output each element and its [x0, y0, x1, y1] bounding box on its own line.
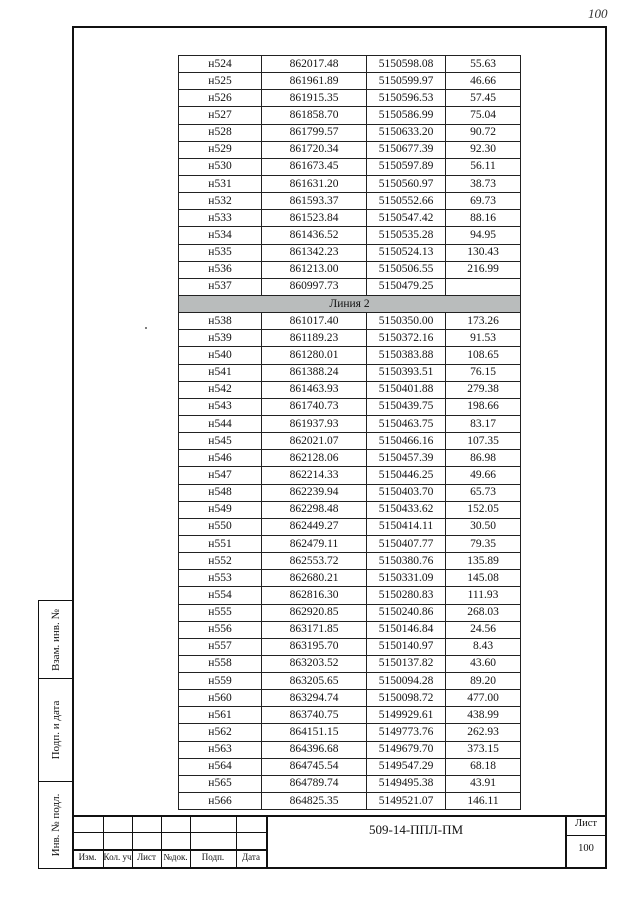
- y-coordinate-cell: 5150535.28: [367, 227, 446, 244]
- distance-cell: 111.93: [446, 587, 521, 604]
- x-coordinate-cell: 861388.24: [262, 364, 367, 381]
- table-row: [179, 501, 521, 518]
- y-coordinate-cell: 5150098.72: [367, 690, 446, 707]
- y-coordinate-cell: 5149679.70: [367, 741, 446, 758]
- point-id-cell: н563: [179, 741, 262, 758]
- point-id-cell: н566: [179, 793, 262, 810]
- col-count-label: Кол. уч: [103, 852, 132, 862]
- x-coordinate-cell: 864396.68: [262, 741, 367, 758]
- distance-cell: 46.66: [446, 73, 521, 90]
- point-id-cell: н546: [179, 450, 262, 467]
- x-coordinate-cell: 861740.73: [262, 398, 367, 415]
- table-row: [179, 587, 521, 604]
- point-id-cell: н530: [179, 158, 262, 175]
- y-coordinate-cell: 5149929.61: [367, 707, 446, 724]
- x-coordinate-cell: 861720.34: [262, 141, 367, 158]
- distance-cell: 49.66: [446, 467, 521, 484]
- x-coordinate-cell: 863203.52: [262, 655, 367, 672]
- coordinates-table-body: [179, 56, 521, 810]
- table-row: [179, 175, 521, 192]
- table-row: [179, 364, 521, 381]
- table-row: [179, 741, 521, 758]
- x-coordinate-cell: 861463.93: [262, 381, 367, 398]
- point-id-cell: н552: [179, 553, 262, 570]
- document-code: 509-14-ППЛ-ПМ: [368, 822, 464, 837]
- distance-cell: 438.99: [446, 707, 521, 724]
- table-row: [179, 73, 521, 90]
- distance-cell: 89.20: [446, 673, 521, 690]
- y-coordinate-cell: 5150331.09: [367, 570, 446, 587]
- y-coordinate-cell: 5150457.39: [367, 450, 446, 467]
- table-row: [179, 793, 521, 810]
- distance-cell: 145.08: [446, 570, 521, 587]
- table-row: [179, 775, 521, 792]
- table-row: [179, 278, 521, 295]
- x-coordinate-cell: 864745.54: [262, 758, 367, 775]
- x-coordinate-cell: 861189.23: [262, 330, 367, 347]
- section-header-row: [179, 295, 521, 312]
- x-coordinate-cell: 862920.85: [262, 604, 367, 621]
- distance-cell: 43.60: [446, 655, 521, 672]
- distance-cell: 268.03: [446, 604, 521, 621]
- y-coordinate-cell: 5150137.82: [367, 655, 446, 672]
- x-coordinate-cell: 863195.70: [262, 638, 367, 655]
- y-coordinate-cell: 5149773.76: [367, 724, 446, 741]
- point-id-cell: н531: [179, 175, 262, 192]
- x-coordinate-cell: 863205.65: [262, 673, 367, 690]
- x-coordinate-cell: 861673.45: [262, 158, 367, 175]
- table-row: [179, 655, 521, 672]
- point-id-cell: н533: [179, 210, 262, 227]
- table-row: [179, 484, 521, 501]
- table-row: [179, 56, 521, 73]
- x-coordinate-cell: 863740.75: [262, 707, 367, 724]
- tb-line-top: [72, 815, 607, 817]
- x-coordinate-cell: 863294.74: [262, 690, 367, 707]
- point-id-cell: н528: [179, 124, 262, 141]
- y-coordinate-cell: 5150446.25: [367, 467, 446, 484]
- distance-cell: 92.30: [446, 141, 521, 158]
- x-coordinate-cell: 861631.20: [262, 175, 367, 192]
- x-coordinate-cell: 861280.01: [262, 347, 367, 364]
- point-id-cell: н550: [179, 518, 262, 535]
- distance-cell: 130.43: [446, 244, 521, 261]
- distance-cell: 75.04: [446, 107, 521, 124]
- point-id-cell: н542: [179, 381, 262, 398]
- y-coordinate-cell: 5150393.51: [367, 364, 446, 381]
- scan-speck: [145, 327, 147, 329]
- point-id-cell: н544: [179, 415, 262, 432]
- y-coordinate-cell: 5150146.84: [367, 621, 446, 638]
- y-coordinate-cell: 5150403.70: [367, 484, 446, 501]
- distance-cell: 146.11: [446, 793, 521, 810]
- point-id-cell: н539: [179, 330, 262, 347]
- table-row: [179, 518, 521, 535]
- x-coordinate-cell: 861937.93: [262, 415, 367, 432]
- table-row: [179, 535, 521, 552]
- distance-cell: 38.73: [446, 175, 521, 192]
- point-id-cell: н554: [179, 587, 262, 604]
- table-row: [179, 107, 521, 124]
- point-id-cell: н545: [179, 433, 262, 450]
- inv-original-label: Инв. № подл.: [50, 793, 62, 857]
- distance-cell: 216.99: [446, 261, 521, 278]
- frame-border-top: [72, 26, 607, 28]
- x-coordinate-cell: 861858.70: [262, 107, 367, 124]
- point-id-cell: н540: [179, 347, 262, 364]
- distance-cell: 94.95: [446, 227, 521, 244]
- col-date-label: Дата: [242, 852, 260, 862]
- table-row: [179, 244, 521, 261]
- point-id-cell: н562: [179, 724, 262, 741]
- distance-cell: 24.56: [446, 621, 521, 638]
- table-row: [179, 724, 521, 741]
- point-id-cell: н561: [179, 707, 262, 724]
- distance-cell: 30.50: [446, 518, 521, 535]
- table-row: [179, 467, 521, 484]
- distance-cell: 88.16: [446, 210, 521, 227]
- distance-cell: 477.00: [446, 690, 521, 707]
- y-coordinate-cell: 5150599.97: [367, 73, 446, 90]
- y-coordinate-cell: 5150383.88: [367, 347, 446, 364]
- point-id-cell: н536: [179, 261, 262, 278]
- x-coordinate-cell: 862449.27: [262, 518, 367, 535]
- x-coordinate-cell: 861342.23: [262, 244, 367, 261]
- section-header-label: Линия 2: [179, 295, 521, 312]
- y-coordinate-cell: 5150597.89: [367, 158, 446, 175]
- point-id-cell: н551: [179, 535, 262, 552]
- point-id-cell: н535: [179, 244, 262, 261]
- y-coordinate-cell: 5150433.62: [367, 501, 446, 518]
- table-row: [179, 638, 521, 655]
- distance-cell: 79.35: [446, 535, 521, 552]
- distance-cell: 198.66: [446, 398, 521, 415]
- distance-cell: 107.35: [446, 433, 521, 450]
- distance-cell: 8.43: [446, 638, 521, 655]
- point-id-cell: н527: [179, 107, 262, 124]
- point-id-cell: н538: [179, 313, 262, 330]
- point-id-cell: н560: [179, 690, 262, 707]
- table-row: [179, 141, 521, 158]
- frame-border-right: [605, 26, 607, 869]
- point-id-cell: н529: [179, 141, 262, 158]
- point-id-cell: н525: [179, 73, 262, 90]
- sheet-number: 100: [578, 843, 594, 854]
- table-row: [179, 433, 521, 450]
- coordinates-table: [178, 55, 521, 810]
- y-coordinate-cell: 5150598.08: [367, 56, 446, 73]
- distance-cell: 76.15: [446, 364, 521, 381]
- col-sign-label: Подп.: [201, 852, 225, 862]
- y-coordinate-cell: 5150380.76: [367, 553, 446, 570]
- point-id-cell: н524: [179, 56, 262, 73]
- x-coordinate-cell: 862239.94: [262, 484, 367, 501]
- table-row: [179, 193, 521, 210]
- col-docnum-label: №док.: [163, 852, 188, 862]
- table-row: [179, 758, 521, 775]
- table-row: [179, 415, 521, 432]
- table-row: [179, 553, 521, 570]
- distance-cell: 83.17: [446, 415, 521, 432]
- y-coordinate-cell: 5150463.75: [367, 415, 446, 432]
- point-id-cell: н564: [179, 758, 262, 775]
- x-coordinate-cell: 862298.48: [262, 501, 367, 518]
- distance-cell: 173.26: [446, 313, 521, 330]
- distance-cell: 57.45: [446, 90, 521, 107]
- col-sheet-label: Лист: [137, 852, 156, 862]
- point-id-cell: н565: [179, 775, 262, 792]
- point-id-cell: н543: [179, 398, 262, 415]
- x-coordinate-cell: 864151.15: [262, 724, 367, 741]
- distance-cell: 43.91: [446, 775, 521, 792]
- x-coordinate-cell: 864789.74: [262, 775, 367, 792]
- x-coordinate-cell: 862021.07: [262, 433, 367, 450]
- x-coordinate-cell: 863171.85: [262, 621, 367, 638]
- table-row: [179, 210, 521, 227]
- table-row: [179, 124, 521, 141]
- x-coordinate-cell: 862128.06: [262, 450, 367, 467]
- point-id-cell: н534: [179, 227, 262, 244]
- tb-line-sheet: [565, 835, 607, 836]
- point-id-cell: н557: [179, 638, 262, 655]
- distance-cell: [446, 278, 521, 295]
- x-coordinate-cell: 861017.40: [262, 313, 367, 330]
- y-coordinate-cell: 5150586.99: [367, 107, 446, 124]
- y-coordinate-cell: 5149521.07: [367, 793, 446, 810]
- y-coordinate-cell: 5150280.83: [367, 587, 446, 604]
- handwritten-page-number: 100: [588, 6, 608, 21]
- y-coordinate-cell: 5150677.39: [367, 141, 446, 158]
- y-coordinate-cell: 5150547.42: [367, 210, 446, 227]
- point-id-cell: н558: [179, 655, 262, 672]
- sheet-label: Лист: [575, 818, 597, 829]
- y-coordinate-cell: 5150350.00: [367, 313, 446, 330]
- y-coordinate-cell: 5150140.97: [367, 638, 446, 655]
- table-row: [179, 90, 521, 107]
- y-coordinate-cell: 5150407.77: [367, 535, 446, 552]
- col-change-label: Изм.: [78, 852, 97, 862]
- point-id-cell: н559: [179, 673, 262, 690]
- y-coordinate-cell: 5150596.53: [367, 90, 446, 107]
- table-row: [179, 690, 521, 707]
- x-coordinate-cell: 861213.00: [262, 261, 367, 278]
- point-id-cell: н549: [179, 501, 262, 518]
- table-row: [179, 707, 521, 724]
- point-id-cell: н532: [179, 193, 262, 210]
- x-coordinate-cell: 861523.84: [262, 210, 367, 227]
- table-row: [179, 621, 521, 638]
- y-coordinate-cell: 5150633.20: [367, 124, 446, 141]
- table-row: [179, 398, 521, 415]
- table-row: [179, 158, 521, 175]
- x-coordinate-cell: 862214.33: [262, 467, 367, 484]
- y-coordinate-cell: 5150439.75: [367, 398, 446, 415]
- y-coordinate-cell: 5150240.86: [367, 604, 446, 621]
- left-binding-strip: [38, 600, 72, 869]
- sign-date-cell: [39, 679, 73, 782]
- distance-cell: 69.73: [446, 193, 521, 210]
- distance-cell: 262.93: [446, 724, 521, 741]
- point-id-cell: н555: [179, 604, 262, 621]
- table-row: [179, 570, 521, 587]
- y-coordinate-cell: 5150372.16: [367, 330, 446, 347]
- table-row: [179, 330, 521, 347]
- distance-cell: 68.18: [446, 758, 521, 775]
- point-id-cell: н548: [179, 484, 262, 501]
- table-row: [179, 450, 521, 467]
- x-coordinate-cell: 862479.11: [262, 535, 367, 552]
- distance-cell: 56.11: [446, 158, 521, 175]
- table-row: [179, 347, 521, 364]
- distance-cell: 90.72: [446, 124, 521, 141]
- distance-cell: 86.98: [446, 450, 521, 467]
- x-coordinate-cell: 861961.89: [262, 73, 367, 90]
- point-id-cell: н526: [179, 90, 262, 107]
- distance-cell: 279.38: [446, 381, 521, 398]
- x-coordinate-cell: 861799.57: [262, 124, 367, 141]
- y-coordinate-cell: 5149547.29: [367, 758, 446, 775]
- table-row: [179, 261, 521, 278]
- distance-cell: 91.53: [446, 330, 521, 347]
- y-coordinate-cell: 5150414.11: [367, 518, 446, 535]
- y-coordinate-cell: 5150479.25: [367, 278, 446, 295]
- inv-substitute-label: Взам. инв. №: [50, 608, 62, 671]
- table-row: [179, 227, 521, 244]
- x-coordinate-cell: 862680.21: [262, 570, 367, 587]
- distance-cell: 152.05: [446, 501, 521, 518]
- y-coordinate-cell: 5150560.97: [367, 175, 446, 192]
- point-id-cell: н547: [179, 467, 262, 484]
- point-id-cell: н553: [179, 570, 262, 587]
- x-coordinate-cell: 860997.73: [262, 278, 367, 295]
- y-coordinate-cell: 5149495.38: [367, 775, 446, 792]
- x-coordinate-cell: 864825.35: [262, 793, 367, 810]
- y-coordinate-cell: 5150466.16: [367, 433, 446, 450]
- point-id-cell: н541: [179, 364, 262, 381]
- x-coordinate-cell: 861436.52: [262, 227, 367, 244]
- table-row: [179, 673, 521, 690]
- inv-original-cell: [39, 782, 73, 868]
- x-coordinate-cell: 861593.37: [262, 193, 367, 210]
- table-row: [179, 604, 521, 621]
- y-coordinate-cell: 5150094.28: [367, 673, 446, 690]
- x-coordinate-cell: 862017.48: [262, 56, 367, 73]
- y-coordinate-cell: 5150552.66: [367, 193, 446, 210]
- point-id-cell: н537: [179, 278, 262, 295]
- sign-date-label: Подп. и дата: [50, 700, 62, 760]
- y-coordinate-cell: 5150506.55: [367, 261, 446, 278]
- x-coordinate-cell: 862553.72: [262, 553, 367, 570]
- table-row: [179, 381, 521, 398]
- y-coordinate-cell: 5150401.88: [367, 381, 446, 398]
- inv-substitute-cell: [39, 601, 73, 679]
- distance-cell: 108.65: [446, 347, 521, 364]
- distance-cell: 55.63: [446, 56, 521, 73]
- distance-cell: 65.73: [446, 484, 521, 501]
- x-coordinate-cell: 861915.35: [262, 90, 367, 107]
- distance-cell: 135.89: [446, 553, 521, 570]
- y-coordinate-cell: 5150524.13: [367, 244, 446, 261]
- point-id-cell: н556: [179, 621, 262, 638]
- x-coordinate-cell: 862816.30: [262, 587, 367, 604]
- distance-cell: 373.15: [446, 741, 521, 758]
- table-row: [179, 313, 521, 330]
